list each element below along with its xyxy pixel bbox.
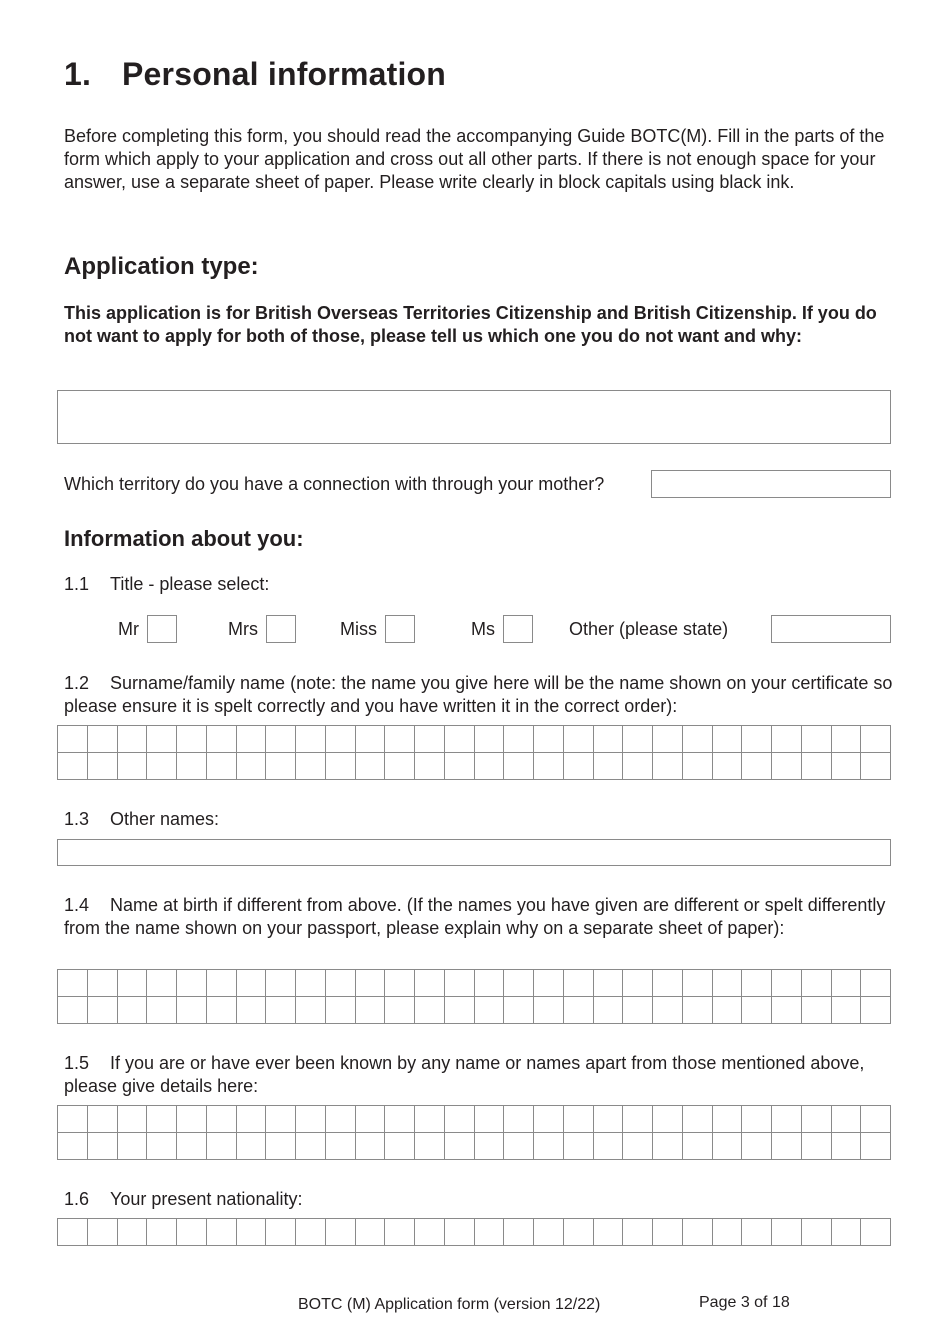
question-text: Other names: [110, 809, 220, 829]
char-cell[interactable] [802, 1219, 832, 1246]
title-mrs-checkbox[interactable] [266, 615, 296, 643]
name-at-birth-grid[interactable] [57, 969, 891, 1024]
char-cell[interactable] [475, 1133, 505, 1160]
char-cell[interactable] [564, 997, 594, 1024]
question-1-5 [64, 1052, 894, 1098]
char-cell[interactable] [326, 970, 356, 997]
char-cell[interactable] [742, 997, 772, 1024]
question-number: 1.5 [64, 1053, 90, 1073]
title-mrs-label: Mrs [228, 619, 258, 639]
char-cell[interactable] [832, 997, 862, 1024]
question-1-3 [64, 808, 219, 831]
char-cell[interactable] [445, 997, 475, 1024]
page-title [64, 56, 446, 93]
char-cell[interactable] [385, 1219, 415, 1246]
char-cell[interactable] [504, 1219, 534, 1246]
char-cell[interactable] [683, 1133, 713, 1160]
char-cell[interactable] [385, 970, 415, 997]
char-cell[interactable] [802, 1133, 832, 1160]
char-cell[interactable] [564, 970, 594, 997]
char-cell[interactable] [772, 1106, 802, 1133]
char-cell[interactable] [445, 753, 475, 780]
char-cell[interactable] [118, 1219, 148, 1246]
char-cell[interactable] [802, 997, 832, 1024]
char-cell[interactable] [118, 997, 148, 1024]
char-cell[interactable] [296, 726, 326, 753]
char-cell[interactable] [534, 970, 564, 997]
title-mr-label: Mr [118, 619, 139, 639]
char-cell[interactable] [266, 753, 296, 780]
char-cell[interactable] [266, 726, 296, 753]
char-cell[interactable] [385, 1133, 415, 1160]
char-cell[interactable] [296, 753, 326, 780]
char-cell[interactable] [237, 726, 267, 753]
char-cell[interactable] [594, 753, 624, 780]
char-cell[interactable] [177, 726, 207, 753]
char-cell[interactable] [266, 970, 296, 997]
char-cell[interactable] [237, 997, 267, 1024]
char-cell[interactable] [713, 1219, 743, 1246]
question-number: 1.6 [64, 1189, 90, 1209]
char-cell[interactable] [118, 1106, 148, 1133]
char-cell[interactable] [564, 1219, 594, 1246]
char-cell[interactable] [118, 1133, 148, 1160]
char-cell[interactable] [475, 1219, 505, 1246]
char-cell[interactable] [861, 997, 891, 1024]
char-cell[interactable] [118, 753, 148, 780]
char-cell[interactable] [832, 970, 862, 997]
question-text: If you are or have ever been known by any name or names apart from those mentioned above, please give details here: [64, 1053, 865, 1096]
question-number: 1.4 [64, 895, 90, 915]
char-cell[interactable] [504, 970, 534, 997]
question-text: Title - please select: [110, 574, 270, 594]
char-cell[interactable] [594, 1106, 624, 1133]
char-cell[interactable] [237, 1219, 267, 1246]
char-cell[interactable] [713, 1133, 743, 1160]
char-cell[interactable] [713, 970, 743, 997]
char-cell[interactable] [861, 970, 891, 997]
footer-page-number: Page 3 of 18 [699, 1294, 790, 1311]
char-cell[interactable] [534, 726, 564, 753]
title-ms-checkbox[interactable] [503, 615, 533, 643]
char-cell[interactable] [683, 997, 713, 1024]
char-cell[interactable] [832, 726, 862, 753]
char-cell[interactable] [683, 726, 713, 753]
title-mr-checkbox[interactable] [147, 615, 177, 643]
char-cell[interactable] [207, 726, 237, 753]
question-1-1 [64, 573, 269, 596]
char-cell[interactable] [415, 970, 445, 997]
application-type-answer-box[interactable] [57, 390, 891, 444]
char-cell[interactable] [296, 997, 326, 1024]
char-cell[interactable] [534, 1106, 564, 1133]
char-cell[interactable] [683, 1219, 713, 1246]
char-cell[interactable] [296, 970, 326, 997]
char-cell[interactable] [594, 726, 624, 753]
title-other-label: Other (please state) [569, 619, 729, 639]
char-cell[interactable] [88, 726, 118, 753]
char-cell[interactable] [237, 1133, 267, 1160]
question-number: 1.2 [64, 673, 90, 693]
char-cell[interactable] [177, 1106, 207, 1133]
char-cell[interactable] [653, 970, 683, 997]
char-cell[interactable] [504, 1106, 534, 1133]
char-cell[interactable] [385, 997, 415, 1024]
char-cell[interactable] [326, 1133, 356, 1160]
char-cell[interactable] [475, 970, 505, 997]
char-cell[interactable] [415, 1133, 445, 1160]
char-cell[interactable] [237, 753, 267, 780]
question-1-4 [64, 894, 894, 940]
char-cell[interactable] [742, 970, 772, 997]
char-cell[interactable] [861, 1219, 891, 1246]
char-cell[interactable] [504, 753, 534, 780]
char-cell[interactable] [504, 1133, 534, 1160]
char-cell[interactable] [326, 753, 356, 780]
char-cell[interactable] [415, 997, 445, 1024]
char-cell[interactable] [385, 753, 415, 780]
char-cell[interactable] [594, 997, 624, 1024]
char-cell[interactable] [832, 1106, 862, 1133]
char-cell[interactable] [772, 1133, 802, 1160]
char-cell[interactable] [266, 997, 296, 1024]
char-cell[interactable] [415, 726, 445, 753]
about-you-heading: Information about you: [64, 526, 304, 551]
char-cell[interactable] [415, 1219, 445, 1246]
section-title: Personal information [122, 56, 447, 92]
char-cell[interactable] [534, 1219, 564, 1246]
char-cell[interactable] [802, 726, 832, 753]
char-cell[interactable] [623, 1133, 653, 1160]
char-cell[interactable] [445, 970, 475, 997]
char-cell[interactable] [504, 726, 534, 753]
char-cell[interactable] [475, 753, 505, 780]
char-cell[interactable] [475, 1106, 505, 1133]
other-known-names-grid[interactable] [57, 1105, 891, 1160]
char-cell[interactable] [832, 1133, 862, 1160]
char-cell[interactable] [713, 753, 743, 780]
char-cell[interactable] [296, 1106, 326, 1133]
char-cell[interactable] [475, 997, 505, 1024]
char-cell[interactable] [207, 970, 237, 997]
char-cell[interactable] [772, 726, 802, 753]
char-cell[interactable] [653, 1106, 683, 1133]
char-cell[interactable] [861, 753, 891, 780]
char-cell[interactable] [623, 997, 653, 1024]
char-cell[interactable] [237, 1106, 267, 1133]
char-cell[interactable] [861, 1133, 891, 1160]
char-cell[interactable] [653, 1219, 683, 1246]
char-cell[interactable] [742, 1106, 772, 1133]
title-other-input[interactable] [771, 615, 891, 643]
char-cell[interactable] [772, 753, 802, 780]
char-cell[interactable] [356, 970, 386, 997]
char-cell[interactable] [415, 1106, 445, 1133]
question-text: Your present nationality: [110, 1189, 303, 1209]
char-cell[interactable] [594, 1219, 624, 1246]
char-cell[interactable] [653, 1133, 683, 1160]
question-number: 1.1 [64, 574, 90, 594]
char-cell[interactable] [326, 726, 356, 753]
char-cell[interactable] [207, 753, 237, 780]
char-cell[interactable] [653, 997, 683, 1024]
char-cell[interactable] [88, 753, 118, 780]
char-cell[interactable] [118, 970, 148, 997]
char-cell[interactable] [683, 753, 713, 780]
char-cell[interactable] [713, 997, 743, 1024]
char-cell[interactable] [58, 1219, 88, 1246]
char-cell[interactable] [356, 1219, 386, 1246]
char-cell[interactable] [683, 970, 713, 997]
question-1-6 [64, 1188, 302, 1211]
char-cell[interactable] [326, 997, 356, 1024]
char-cell[interactable] [207, 1219, 237, 1246]
char-cell[interactable] [653, 726, 683, 753]
section-number: 1. [64, 56, 92, 92]
char-cell[interactable] [88, 997, 118, 1024]
question-number: 1.3 [64, 809, 90, 829]
char-cell[interactable] [207, 997, 237, 1024]
footer-form-name: BOTC (M) Application form (version 12/22) [298, 1296, 601, 1313]
char-cell[interactable] [475, 726, 505, 753]
char-cell[interactable] [713, 1106, 743, 1133]
surname-grid[interactable] [57, 725, 891, 780]
char-cell[interactable] [445, 726, 475, 753]
char-cell[interactable] [147, 1219, 177, 1246]
char-cell[interactable] [385, 1106, 415, 1133]
char-cell[interactable] [861, 726, 891, 753]
char-cell[interactable] [177, 970, 207, 997]
char-cell[interactable] [802, 970, 832, 997]
char-cell[interactable] [772, 997, 802, 1024]
char-cell[interactable] [772, 970, 802, 997]
char-cell[interactable] [356, 997, 386, 1024]
char-cell[interactable] [177, 997, 207, 1024]
char-cell[interactable] [58, 997, 88, 1024]
char-cell[interactable] [623, 1219, 653, 1246]
char-cell[interactable] [296, 1219, 326, 1246]
title-ms-label: Ms [471, 619, 495, 639]
application-type-heading: Application type: [64, 253, 259, 280]
char-cell[interactable] [653, 753, 683, 780]
char-cell[interactable] [742, 1219, 772, 1246]
char-cell[interactable] [742, 1133, 772, 1160]
char-cell[interactable] [147, 1133, 177, 1160]
char-cell[interactable] [326, 1106, 356, 1133]
char-cell[interactable] [564, 1133, 594, 1160]
char-cell[interactable] [58, 1106, 88, 1133]
char-cell[interactable] [861, 1106, 891, 1133]
char-cell[interactable] [147, 970, 177, 997]
char-cell[interactable] [385, 726, 415, 753]
char-cell[interactable] [118, 726, 148, 753]
nationality-grid[interactable] [57, 1218, 891, 1246]
question-1-2 [64, 672, 894, 718]
char-cell[interactable] [772, 1219, 802, 1246]
char-cell[interactable] [832, 753, 862, 780]
char-cell[interactable] [58, 1133, 88, 1160]
char-cell[interactable] [88, 970, 118, 997]
char-cell[interactable] [445, 1133, 475, 1160]
char-cell[interactable] [147, 997, 177, 1024]
char-cell[interactable] [623, 753, 653, 780]
char-cell[interactable] [88, 1106, 118, 1133]
char-cell[interactable] [445, 1106, 475, 1133]
char-cell[interactable] [207, 1133, 237, 1160]
territory-input[interactable] [651, 470, 891, 498]
title-miss-label: Miss [340, 619, 377, 639]
char-cell[interactable] [88, 1133, 118, 1160]
char-cell[interactable] [534, 753, 564, 780]
question-text: Name at birth if different from above. (If the names you have given are different or spelt differently from the name shown on your passport, please explain why on a separate sheet of paper): [64, 895, 886, 938]
char-cell[interactable] [623, 1106, 653, 1133]
char-cell[interactable] [58, 753, 88, 780]
char-cell[interactable] [207, 1106, 237, 1133]
char-cell[interactable] [534, 997, 564, 1024]
char-cell[interactable] [564, 753, 594, 780]
char-cell[interactable] [147, 726, 177, 753]
char-cell[interactable] [237, 970, 267, 997]
char-cell[interactable] [326, 1219, 356, 1246]
char-cell[interactable] [802, 753, 832, 780]
char-cell[interactable] [445, 1219, 475, 1246]
char-cell[interactable] [147, 1106, 177, 1133]
char-cell[interactable] [177, 753, 207, 780]
char-cell[interactable] [415, 753, 445, 780]
char-cell[interactable] [564, 726, 594, 753]
char-cell[interactable] [564, 1106, 594, 1133]
char-cell[interactable] [623, 726, 653, 753]
char-cell[interactable] [356, 1106, 386, 1133]
char-cell[interactable] [147, 753, 177, 780]
application-type-instruction: This application is for British Overseas Territories Citizenship and British Citizenship. If you do not want to apply for both of those, please tell us which one you do not want and why: [64, 303, 877, 346]
other-names-input[interactable] [57, 839, 891, 866]
char-cell[interactable] [623, 970, 653, 997]
char-cell[interactable] [713, 726, 743, 753]
char-cell[interactable] [266, 1106, 296, 1133]
title-miss-checkbox[interactable] [385, 615, 415, 643]
territory-question: Which territory do you have a connection with through your mother? [64, 474, 605, 494]
char-cell[interactable] [356, 726, 386, 753]
char-cell[interactable] [534, 1133, 564, 1160]
char-cell[interactable] [266, 1133, 296, 1160]
char-cell[interactable] [594, 970, 624, 997]
char-cell[interactable] [356, 1133, 386, 1160]
char-cell[interactable] [177, 1133, 207, 1160]
char-cell[interactable] [802, 1106, 832, 1133]
char-cell[interactable] [58, 970, 88, 997]
char-cell[interactable] [58, 726, 88, 753]
char-cell[interactable] [88, 1219, 118, 1246]
char-cell[interactable] [683, 1106, 713, 1133]
intro-paragraph: Before completing this form, you should read the accompanying Guide BOTC(M). Fill in the parts of the form which apply to your application and cross out all other parts. If there is not enough space for your answer, use a separate sheet of paper. Please write clearly in block capitals using black ink. [64, 126, 885, 192]
char-cell[interactable] [594, 1133, 624, 1160]
char-cell[interactable] [832, 1219, 862, 1246]
char-cell[interactable] [296, 1133, 326, 1160]
char-cell[interactable] [266, 1219, 296, 1246]
char-cell[interactable] [177, 1219, 207, 1246]
question-text: Surname/family name (note: the name you give here will be the name shown on your certificate so please ensure it is spelt correctly and you have written it in the correct order): [64, 673, 893, 716]
char-cell[interactable] [356, 753, 386, 780]
char-cell[interactable] [504, 997, 534, 1024]
char-cell[interactable] [742, 726, 772, 753]
char-cell[interactable] [742, 753, 772, 780]
